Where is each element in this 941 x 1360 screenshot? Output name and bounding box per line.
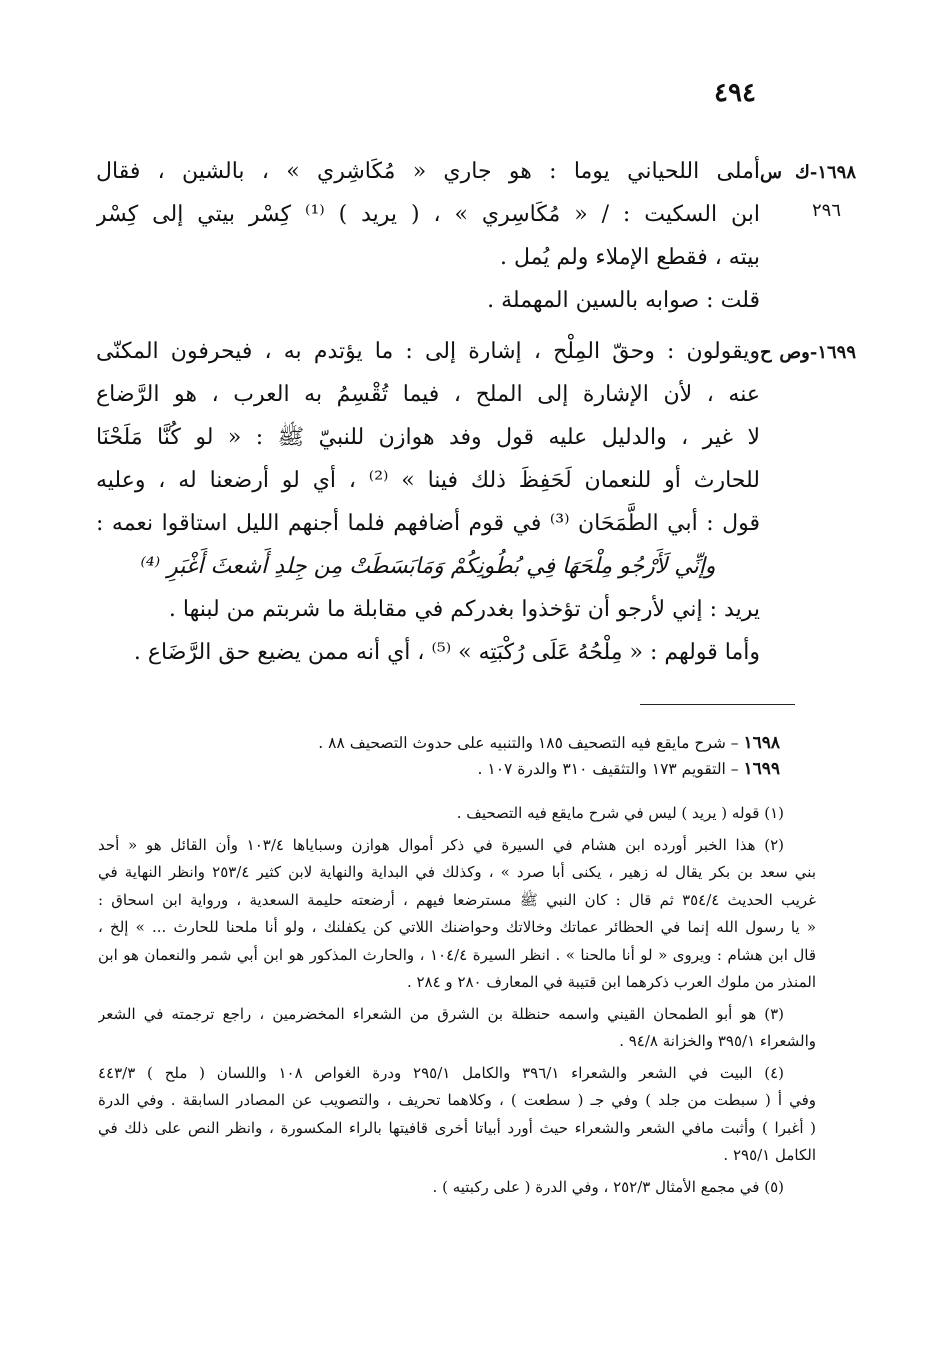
- entry-line: عنه ، لأن الإشارة إلى الملح ، فيما تُقْسِمُ به العرب ، هو الرَّضاع: [96, 382, 760, 407]
- entry-line: يريد : إني لأرجو أن تؤخذوا بغدركم في مقابلة ما شربتم من لبنها .: [168, 597, 760, 622]
- footnote-line: غريب الحديث ٣٥٤/٤ ثم قال : كان النبي ﷺ مسترضعا فيهم ، أرضعته حليمة السعدية ، ورواية ابن اسحاق :: [98, 890, 816, 909]
- entry-line: للحارث أو للنعمان لَحَفِظَ ذلك فينا » ⁽²⁾ ، أي لو أرضعنا له ، وعليه: [96, 468, 760, 493]
- footnote-line: (٤) البيت في الشعر والشعراء ٣٩٦/١ والكامل ٢٩٥/١ ودرة الغواص ١٠٨ واللسان ( ملح ) ٤٤٣/٣: [98, 1063, 784, 1082]
- reference-text: – التقويم ١٧٣ والتثقيف ٣١٠ والدرة ١٠٧ .: [477, 760, 744, 778]
- footnote-line: الكامل ٢٩٥/١ .: [723, 1146, 816, 1164]
- footnote-2: [98, 832, 816, 997]
- footnotes: [98, 800, 816, 1205]
- entry-text: ويقولون : وحقّ المِلْح ، إشارة إلى : ما يؤتدم به ، فيحرفون المكنّى: [96, 339, 760, 364]
- footnote-line: قال ابن هشام : ويروى « لو أنا مالحنا » . انظر السيرة ١٠٤/٤ ، والحارث المذكور هو ابن أبي شمر والنعمان هو ابن: [98, 945, 816, 964]
- entry-line: وأما قولهم : « مِلْحُهُ عَلَى رُكْبَتِه » ⁽⁵⁾ ، أي أنه ممن يضيع حق الرَّضَاع .: [133, 640, 760, 665]
- footnote-line: والشعراء ٣٩٥/١ والخزانة ٩٤/٨ .: [619, 1032, 816, 1050]
- poetry-verse: وإنِّي لَأَرْجُو مِلْحَهَا فِي بُطُونِكُمْ وَمَابَسَطَتْ مِن جِلدِ أَشعثَ أَغْبَرِ ⁽⁴⁾: [140, 554, 716, 579]
- entry-line: [96, 150, 856, 193]
- page-number: ٤٩٤: [714, 78, 756, 108]
- footnote-line: (٥) في مجمع الأمثال ٢٥٢/٣ ، وفي الدرة ( على ركبتيه ) .: [432, 1177, 784, 1196]
- footnote-divider: [640, 704, 795, 705]
- footnote-line: المنذر من ملوك العرب ذكرهما ابن قتيبة في المعارف ٢٨٠ و ٢٨٤ .: [406, 973, 816, 991]
- entry-line: [96, 330, 856, 373]
- entry-line: قول : أبي الطَّمَحَان ⁽³⁾ في قوم أضافهم فلما أجنهم الليل استاقوا نعمه :: [96, 511, 760, 536]
- footnote-line: (٣) هو أبو الطمحان القيني واسمه حنظلة بن الشرق من الشعراء المخضرمين ، راجع ترجمته في الشعر: [98, 1004, 784, 1023]
- footnote-line: وفي أ ( سبطت من جلد ) وفي جـ ( سطعت ) ، وكلاهما تحريف ، والتصويب عن المصادر السابقة . وفي الدرة: [98, 1091, 816, 1109]
- footnote-3: [98, 1001, 816, 1056]
- footnote-4: [98, 1060, 816, 1170]
- reference-line: [100, 756, 810, 782]
- entry-line: لا غير ، والدليل عليه قول وفد هوازن للنبيّ ﷺ : « لو كُنَّا مَلَحْنَا: [96, 425, 760, 450]
- footnote-line: بني سعد بن بكر يقال له زهير ، يكنى أبا صرد » ، وكذلك في البداية والنهاية لابن كثير ٢٥٣/٤ وانظر النهاية في: [98, 863, 816, 881]
- reference-line: [100, 730, 810, 756]
- source-references: [100, 730, 810, 782]
- entry-code: ١٦٩٩-وص ح: [760, 342, 856, 363]
- reference-text: – شرح مايقع فيه التصحيف ١٨٥ والتنبيه على حدوث التصحيف ٨٨ .: [318, 734, 744, 752]
- reference-number: ١٦٩٩: [743, 759, 780, 779]
- entry-1698: [96, 150, 856, 322]
- reference-number: ١٦٩٨: [743, 733, 780, 753]
- footnote-line: « يا رسول الله إنما في الحظائر عماتك وخالاتك وحواضنك اللاتي كن يكفلنك ، ولو أنا ملحنا للحارث ... » إلخ ،: [98, 918, 816, 936]
- footnote-5: [98, 1174, 816, 1202]
- footnote-1: [98, 800, 816, 828]
- entry-line: ابن السكيت : / « مُكَاسِري » ، ( يريد ) ⁽¹⁾ كِسْر بيتي إلى كِسْر: [96, 202, 760, 227]
- entry-line: قلت : صوابه بالسين المهملة .: [487, 288, 760, 313]
- footnote-line: ( أغبرا ) وأثبت مافي الشعر والشعراء حيث أورد أبياتا أخرى قافيتها بالراء المكسورة ، وانظر النص على ذلك في: [98, 1118, 816, 1137]
- footnote-line: (٢) هذا الخبر أورده ابن هشام في السيرة في ذكر أموال هوازن وسباياها ١٠٣/٤ وأن القائل هو « أحد: [98, 835, 784, 854]
- entry-code: ١٦٩٨-ك س: [760, 162, 856, 183]
- footnote-line: (١) قوله ( يريد ) ليس في شرح مايقع فيه التصحيف .: [456, 804, 784, 822]
- entry-line: بيته ، فقطع الإملاء ولم يُمل .: [499, 245, 760, 270]
- side-page-marker: ٢٩٦: [812, 200, 842, 221]
- entry-1699: [96, 330, 856, 674]
- entry-text: أملى اللحياني يوما : هو جاري « مُكَاشِري » ، بالشين ، فقال: [96, 159, 760, 184]
